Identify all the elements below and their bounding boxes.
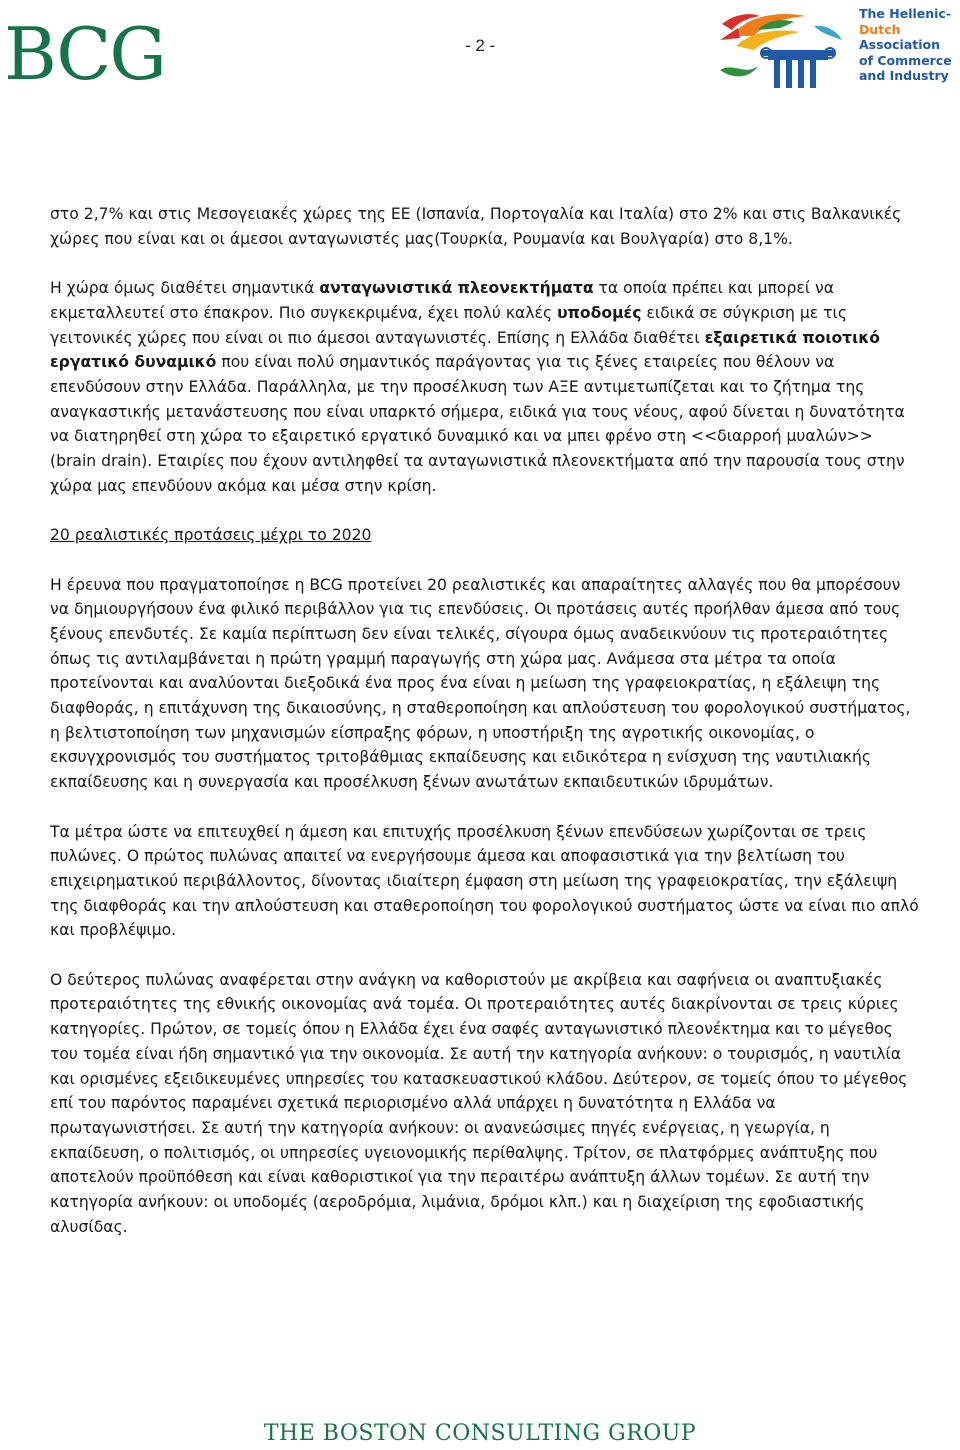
document-body bbox=[50, 202, 920, 1264]
paragraph: Τα μέτρα ώστε να επιτευχθεί η άμεση και επιτυχής προσέλκυση ξένων επενδύσεων χωρίζονται σε τρεις πυλώνες. Ο πρώτος πυλώνας απαιτεί να ενεργήσουμε άμεσα και αποφασιστικά για την βελτίωση του επιχειρηματικού περιβάλλοντος, δίνοντας ιδιαίτερη έμφαση στη μείωση της γραφειοκρατίας, την εξάλειψη της διαφθοράς και την απλούστευση και σταθεροποίηση του φορολογικού συστήματος ώστε να είναι πιο απλό και προβλέψιμο. bbox=[50, 822, 919, 940]
text-run: Η χώρα όμως διαθέτει σημαντικά bbox=[50, 279, 320, 298]
bold-phrase: υποδομές bbox=[557, 303, 642, 322]
text-run: που είναι πολύ σημαντικός παράγοντας για τις ξένες εταιρείες που θέλουν να επενδύσουν στην Ελλάδα. Παράλληλα, με την προσέλκυση των ΑΞΕ αντιμετωπίζεται και το ζήτημα της αναγκαστικής μετανάστευσης που είναι υπαρκτό σήμερα, ειδικά για τους νέους, αφού δίνεται η δυνατότητα να διατηρηθεί στη χώρα το εξαιρετικό εργατικό δυναμικό και να μπει φρένο στη <<διαρροή μυαλών>> (brain drain). Εταιρίες που έχουν αντιληφθεί τα ανταγωνιστικά πλεονεκτήματα από την παρουσία τους στην χώρα μας επενδύουν ακόμα και μέσα στην κρίση. bbox=[50, 353, 905, 495]
bold-phrase: ανταγωνιστικά πλεονεκτήματα bbox=[319, 279, 594, 298]
section-heading: 20 ρεαλιστικές προτάσεις μέχρι το 2020 bbox=[50, 526, 372, 545]
partner-logo-line: Association bbox=[859, 37, 941, 52]
greek-column-emblem-icon bbox=[714, 6, 854, 92]
bcg-logo: BCG bbox=[4, 12, 165, 96]
hellenic-dutch-association-logo bbox=[714, 6, 954, 92]
text-run: τα οποία πρέπει και μπορεί να εκμεταλλευτεί στο έπακρον. Πιο συγκεκριμένα, έχει πολύ καλές bbox=[50, 279, 834, 322]
paragraph: Η έρευνα που πραγματοποίησε η BCG προτείνει 20 ρεαλιστικές και απαραίτητες αλλαγές που θα μπορέσουν να δημιουργήσουν ένα φιλικό περιβάλλον για τις επενδύσεις. Οι προτάσεις αυτές προήλθαν άμεσα από τους ξένους επενδυτές. Σε καμία περίπτωση δεν είναι τελικές, σίγουρα όμως αναδεικνύουν τις προτεραιότητες όπως τις αντιλαμβάνεται η πρώτη γραμμή παραγωγής στη χώρα μας. Ανάμεσα στα μέτρα τα οποία προτείνονται και αναλύονται διεξοδικά ένα προς ένα είναι η μείωση της γραφειοκρατίας, η εξάλειψη της διαφθοράς, η επιτάχυνση της δικαιοσύνης, η σταθεροποίηση και απλούστευση του φορολογικού συστήματος, η βελτιστοποίηση των μηχανισμών είσπραξης φόρων, η υποστήριξη της αγροτικής οικονομίας, ο εκσυγχρονισμός του συστήματος τριτοβάθμιας εκπαίδευσης και ειδικότερα η ενίσχυση της ναυτιλιακής εκπαίδευσης και η συνεργασία και προσέλκυση ξένων ανωτάτων εκπαιδευτικών ιδρυμάτων. bbox=[50, 575, 911, 792]
partner-logo-line: Dutch bbox=[859, 21, 901, 37]
paragraph: στο 2,7% και στις Μεσογειακές χώρες της ΕΕ (Ισπανία, Πορτογαλία και Ιταλία) στο 2% και στις Βαλκανικές χώρες που είναι και οι άμεσοι ανταγωνιστές μας(Τουρκία, Ρουμανία και Βουλγαρία) στο 8,1%. bbox=[50, 205, 902, 248]
paragraph-advantages bbox=[50, 276, 920, 498]
partner-logo-line: and Industry bbox=[859, 68, 949, 83]
paragraph: Ο δεύτερος πυλώνας αναφέρεται στην ανάγκη να καθοριστούν με ακρίβεια και σαφήνεια οι αναπτυξιακές προτεραιότητες της εθνικής οικονομίας ανά τομέα. Οι προτεραιότητες αυτές διακρίνονται σε τρεις κύριες κατηγορίες. Πρώτον, σε τομείς όπου η Ελλάδα έχει ένα σαφές ανταγωνιστικό πλεονέκτημα και το μέγεθος του τομέα είναι ήδη σημαντικό για την οικονομία. Σε αυτή την κατηγορία ανήκουν: ο τουρισμός, η ναυτιλία και ορισμένες εξειδικευμένες υπηρεσίες του κατασκευαστικού κλάδου. Δεύτερον, σε τομείς όπου το μέγεθος επί του παρόντος παραμένει σχετικά περιορισμένο αλλά υπάρχει η δυνατότητα η Ελλάδα να πρωταγωνιστήσει. Σε αυτή την κατηγορία ανήκουν: οι ανανεώσιμες πηγές ενέργειας, η γεωργία, η εκπαίδευση, ο πολιτισμός, οι υπηρεσίες υγειονομικής περίθαλψης. Τρίτον, σε πλατφόρμες ανάπτυξης που αποτελούν προϋπόθεση και είναι καθοριστικοί για την περαιτέρω ανάπτυξη άλλων τομέων. Σε αυτή την κατηγορία ανήκουν: οι υποδομές (αεροδρόμια, λιμάνια, δρόμοι κλπ.) και η διαχείριση της εφοδιαστικής αλυσίδας. bbox=[50, 970, 908, 1236]
partner-logo-line: of Commerce bbox=[859, 52, 952, 68]
partner-logo-line: The Hellenic- bbox=[859, 6, 952, 21]
bold-phrase: εξαιρετικά ποιοτικό εργατικό δυναμικό bbox=[50, 328, 880, 372]
text-run: ειδικά σε σύγκριση με τις γειτονικές χώρες που είναι οι πιο άμεσοι ανταγωνιστές. Επίσης η Ελλάδα διαθέτει bbox=[50, 303, 847, 347]
footer-logo: THE BOSTON CONSULTING GROUP bbox=[263, 1421, 697, 1446]
page-number: - 2 - bbox=[465, 36, 496, 55]
